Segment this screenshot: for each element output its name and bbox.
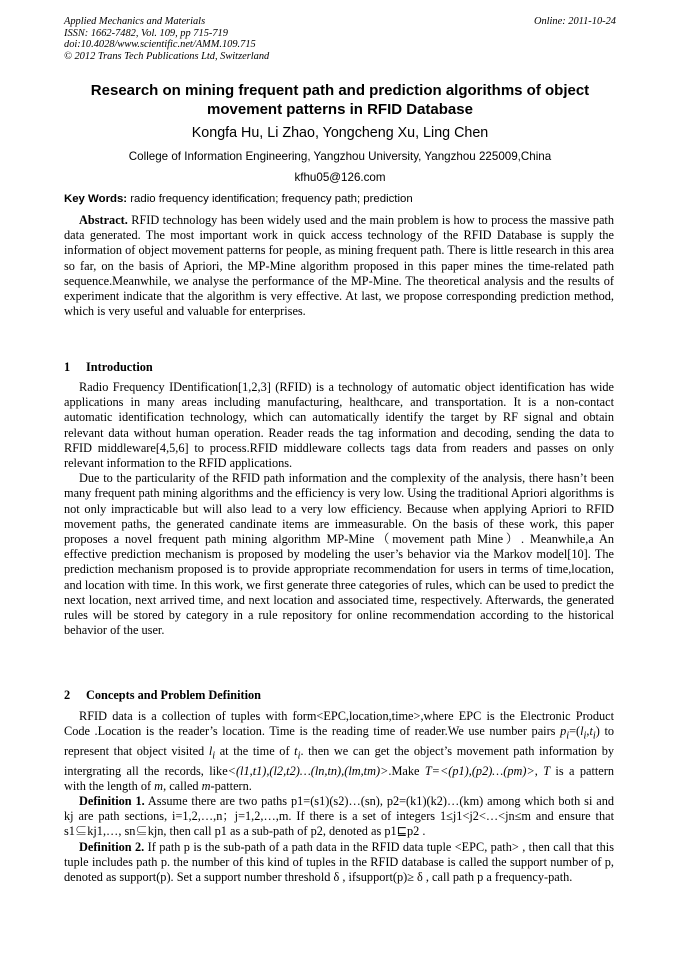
section-title: Concepts and Problem Definition	[86, 688, 262, 702]
paper-title: Research on mining frequent path and prediction algorithms of object movement patterns in RFID Database	[90, 82, 590, 118]
concepts-body	[64, 709, 614, 885]
definition-1-label: Definition 1.	[79, 793, 145, 808]
section-title: Introduction	[86, 360, 153, 374]
abstract-text: RFID technology has been widely used and the main problem is how to process the massive path data generated. The most important work in quick access technology of the RFID Database is supply the information of object movement patterns for people, as mining frequent path. There is little research in this area so far, on the basis of Apriori, the MP-Mine algorithm proposed in this paper mines the time-related path sequence.Meanwhile, we analyse the performance of the MP-Mine. The theoretical analysis and the results of experiment indicate that the algorithm is very effective. At last, we propose corresponding prediction method, which is very useful and valuable for enterprises.	[64, 213, 614, 319]
definition-1	[64, 794, 614, 840]
section-number: 2	[64, 688, 71, 702]
author-list: Kongfa Hu, Li Zhao, Yongcheng Xu, Ling Chen	[191, 125, 489, 141]
issn-line: ISSN: 1662-7482, Vol. 109, pp 715-719	[64, 27, 228, 39]
keywords	[64, 192, 616, 206]
affiliation: College of Information Engineering, Yangzhou University, Yangzhou 225009,China	[128, 150, 552, 163]
online-date: Online: 2011-10-24	[533, 16, 616, 27]
definition-2	[64, 840, 614, 886]
introduction-body	[64, 380, 614, 638]
section-heading-concepts	[64, 688, 261, 703]
doi-line: doi:10.4028/www.scientific.net/AMM.109.715	[64, 39, 256, 51]
section-number: 1	[64, 360, 71, 374]
definition-1-text: Assume there are two paths p1=(s1)(s2)…(sn), p2=(k1)(k2)…(km) among which both si and kj are path sections, i=1,2,…,n；j=1,2,…,m. If there is a set of integers 1≤j1<j2<…<jn≤m and ensure that s1⊆kj1,…, sn⊆kjn, then call p1 as a sub-path of p2, denoted as p1⊑p2 .	[64, 793, 614, 839]
journal-header	[64, 16, 616, 62]
section-heading-introduction	[64, 360, 153, 375]
journal-name: Applied Mechanics and Materials	[64, 16, 206, 27]
concepts-paragraph-1: RFID data is a collection of tuples with form<EPC,location,time>,where EPC is the Electronic Product Code .Location is the reader’s location. Time is the reading time of reader.We use number pairs $p_i=(l_i,t_i)$ to represent that object visited $l_i$ at the time of $t_i$. then we can get the object’s movement path information by intergrating all the records, like<(l1,t1),(l2,t2)…(ln,tn),(lm,tm)>.Make T=<(p1),(p2)…(pm)>, T is a pattern with the length of m, called m-pattern.	[64, 709, 615, 793]
keywords-text: radio frequency identification; frequency path; prediction	[127, 193, 413, 205]
copyright-line: © 2012 Trans Tech Publications Ltd, Switzerland	[64, 50, 270, 62]
abstract-paragraph	[64, 213, 614, 319]
definition-2-text: If path p is the sub-path of a path data in the RFID data tuple <EPC, path> , then call that this tuple includes path p. the number of this kind of tuples in the RFID database is called the support number of p, denoted as support(p). Set a support number threshold δ , ifsupport(p)≥ δ , call path p a frequency-path.	[64, 839, 614, 884]
abstract-label: Abstract.	[79, 213, 128, 227]
abstract	[64, 213, 614, 319]
intro-paragraph-2: Due to the particularity of the RFID path information and the complexity of the analysis, there hasn’t been many frequent path mining algorithms and the efficiency is very low. Using the traditional Apriori algorithms is not only impracticable but will also lead to a very low efficiency. Because when applying Apriori to RFID movement paths, the generated candinate items are immeasurable. On the basis of these work, this paper proposes a novel frequent path mining algorithm MP-Mine（movement path Mine）. Meanwhile,a An effective prediction mechanism is proposed by modeling the user’s behavior via the Markov model[10]. The prediction mechanism proposed is to provide appropriate recommendation for users in terms of time,location, and location with time. In this work, we first generate three categories of rules, which can be used to predict the next location, next arrived time, and next location and associated time, respectively. Afterwards, the generated rules will be stored by category in a rule repository for online recommendation according to the historical behavior of the user.	[64, 471, 614, 638]
intro-paragraph-1: Radio Frequency IDentification[1,2,3] (RFID) is a technology of automatic object identification has wide applications in many areas including manufacturing, healthcare, and transportation. It is a non-contact automatic identification technology, which can automatically identify the target by RF signal and obtain relevant data without human operation. Reader reads the tag information and decoding, sending the data to RFID middleware[4,5,6] to process.RFID middleware collects tags data from readers and passes on only relevant information to the RFID applications.	[64, 380, 614, 471]
definition-2-label: Definition 2.	[79, 839, 145, 854]
contact-email: kfhu05@126.com	[294, 171, 386, 184]
keywords-label: Key Words:	[64, 193, 128, 205]
